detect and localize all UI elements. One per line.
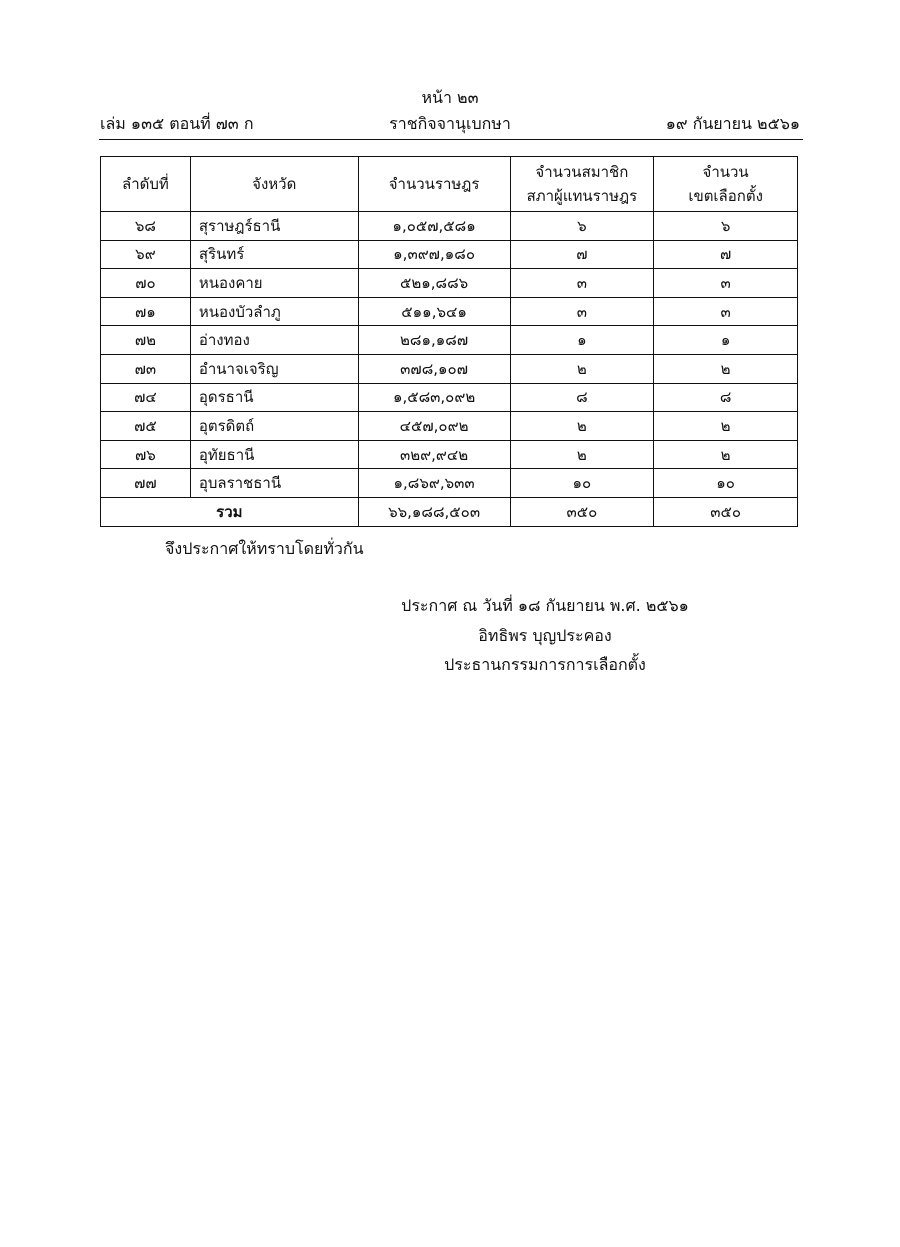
closing-statement: จึงประกาศให้ทราบโดยทั่วกัน [165, 539, 364, 558]
table-row [101, 412, 798, 441]
province-cell: อุบลราชธานี [190, 469, 358, 498]
order-cell: ๗๐ [101, 269, 191, 298]
publication-title: ราชกิจจานุเบกษา [389, 114, 511, 133]
population-cell: ๕๒๑,๘๘๖ [358, 269, 510, 298]
constituencies-cell: ๗ [654, 240, 798, 269]
province-cell: สุราษฎร์ธานี [190, 212, 358, 241]
order-cell: ๗๖ [101, 440, 191, 469]
members-cell: ๒ [510, 440, 654, 469]
constituencies-cell: ๑๐ [654, 469, 798, 498]
order-cell: ๗๑ [101, 297, 191, 326]
order-cell: ๗๓ [101, 354, 191, 383]
table-row [101, 269, 798, 298]
column-header-members-line2: สภาผู้แทนราษฎร [526, 187, 638, 205]
total-label: รวม [101, 497, 359, 526]
population-cell: ๓๒๙,๙๔๒ [358, 440, 510, 469]
members-cell: ๓ [510, 297, 654, 326]
constituencies-cell: ๒ [654, 440, 798, 469]
table-row [101, 469, 798, 498]
members-cell: ๑ [510, 326, 654, 355]
column-header-members-line1: จำนวนสมาชิก [535, 163, 629, 181]
members-cell: ๓ [510, 269, 654, 298]
order-cell: ๗๕ [101, 412, 191, 441]
total-constituencies: ๓๕๐ [654, 497, 798, 526]
constituencies-cell: ๓ [654, 297, 798, 326]
total-members: ๓๕๐ [510, 497, 654, 526]
members-cell: ๒ [510, 354, 654, 383]
constituencies-cell: ๒ [654, 412, 798, 441]
table-header-row [101, 157, 798, 212]
order-cell: ๗๗ [101, 469, 191, 498]
table-row [101, 440, 798, 469]
population-cell: ๑,๕๘๓,๐๙๒ [358, 383, 510, 412]
announcement-date: ประกาศ ณ วันที่ ๑๘ กันยายน พ.ศ. ๒๕๖๑ [401, 596, 689, 615]
signatory-position: ประธานกรรมการการเลือกตั้ง [444, 655, 646, 674]
publication-date: ๑๙ กันยายน ๒๕๖๑ [665, 114, 800, 133]
table-row [101, 240, 798, 269]
province-cell: อ่างทอง [190, 326, 358, 355]
constituencies-cell: ๑ [654, 326, 798, 355]
constituencies-cell: ๖ [654, 212, 798, 241]
order-cell: ๖๙ [101, 240, 191, 269]
total-row [101, 497, 798, 526]
population-cell: ๓๗๘,๑๐๗ [358, 354, 510, 383]
column-header-order: ลำดับที่ [101, 157, 191, 212]
page-number: หน้า ๒๓ [421, 88, 479, 107]
province-cell: อุดรธานี [190, 383, 358, 412]
order-cell: ๗๒ [101, 326, 191, 355]
population-cell: ๑,๐๕๗,๕๘๑ [358, 212, 510, 241]
table-row [101, 354, 798, 383]
province-cell: สุรินทร์ [190, 240, 358, 269]
order-cell: ๖๘ [101, 212, 191, 241]
total-population: ๖๖,๑๘๘,๕๐๓ [358, 497, 510, 526]
constituency-table [100, 156, 798, 527]
members-cell: ๖ [510, 212, 654, 241]
population-cell: ๑,๘๖๙,๖๓๓ [358, 469, 510, 498]
members-cell: ๘ [510, 383, 654, 412]
header-rule [99, 139, 803, 140]
province-cell: หนองคาย [190, 269, 358, 298]
constituencies-cell: ๘ [654, 383, 798, 412]
table-row [101, 297, 798, 326]
population-cell: ๒๘๑,๑๘๗ [358, 326, 510, 355]
members-cell: ๗ [510, 240, 654, 269]
constituencies-cell: ๒ [654, 354, 798, 383]
population-cell: ๕๑๑,๖๔๑ [358, 297, 510, 326]
constituencies-cell: ๓ [654, 269, 798, 298]
table-row [101, 212, 798, 241]
column-header-constituencies-line1: จำนวน [702, 163, 749, 181]
members-cell: ๒ [510, 412, 654, 441]
table-row [101, 383, 798, 412]
signatory-name: อิทธิพร บุญประคอง [478, 626, 612, 645]
table-row [101, 326, 798, 355]
province-cell: อุทัยธานี [190, 440, 358, 469]
column-header-constituencies [654, 157, 798, 212]
population-cell: ๔๕๗,๐๙๒ [358, 412, 510, 441]
column-header-members [510, 157, 654, 212]
column-header-constituencies-line2: เขตเลือกตั้ง [688, 187, 763, 205]
volume-info: เล่ม ๑๓๕ ตอนที่ ๗๓ ก [100, 114, 254, 133]
column-header-province: จังหวัด [190, 157, 358, 212]
province-cell: อุตรดิตถ์ [190, 412, 358, 441]
province-cell: หนองบัวลำภู [190, 297, 358, 326]
order-cell: ๗๔ [101, 383, 191, 412]
population-cell: ๑,๓๙๗,๑๘๐ [358, 240, 510, 269]
column-header-population: จำนวนราษฎร [358, 157, 510, 212]
members-cell: ๑๐ [510, 469, 654, 498]
province-cell: อำนาจเจริญ [190, 354, 358, 383]
